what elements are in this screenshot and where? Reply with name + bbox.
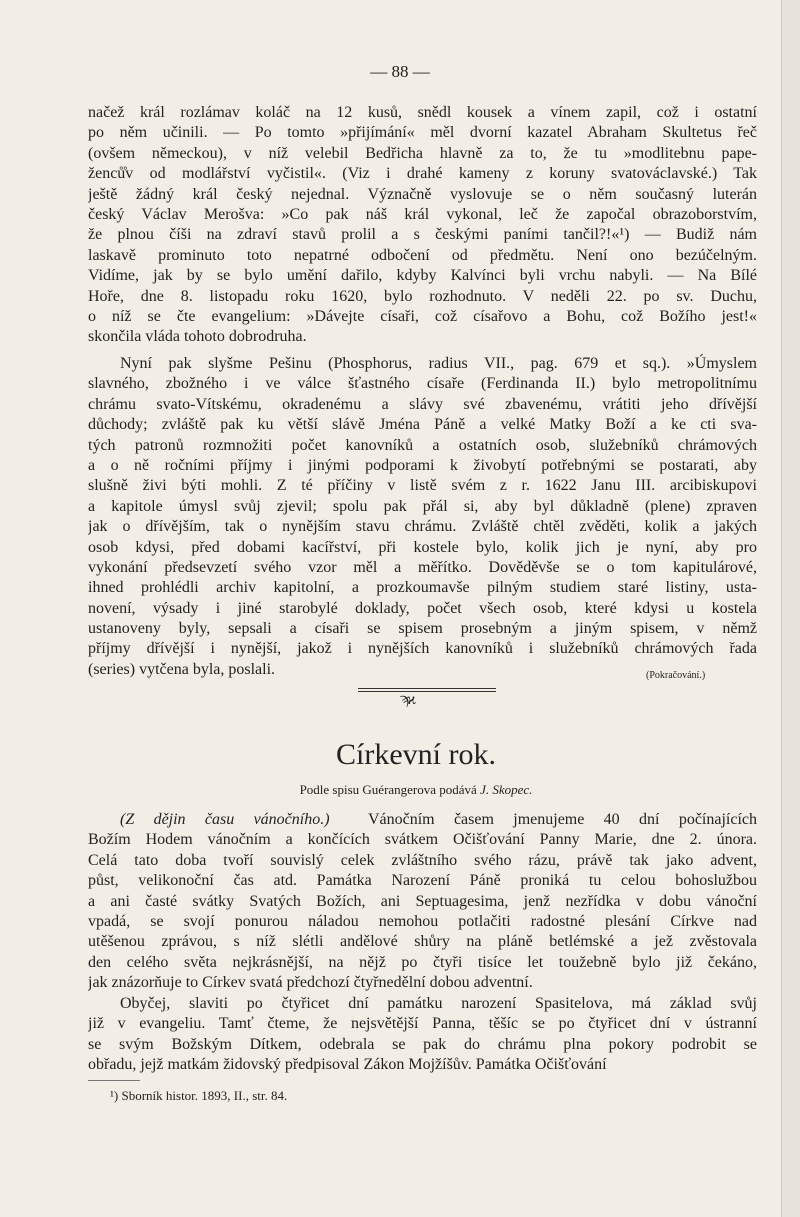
- article-paragraph-1: [88, 810, 757, 994]
- byline-author: J. Skopec.: [480, 782, 533, 797]
- text-line: a o ně ročními příjmy i jinými podporami k živobytí potřebnými se postarati, aby: [88, 456, 757, 474]
- text-line: slavného, zbožného i ve válce šťastného císaře (Ferdinanda II.) bylo metropolitnímu: [88, 375, 757, 393]
- text-line: se svým Božským Dítkem, odebrala se pak do chrámu plna pokory podrobit se: [88, 1035, 757, 1053]
- text-line: tých patronů rozmnožiti počet kanovníků a ostatních osob, služebníků chrámových: [88, 436, 757, 454]
- text-line: načež král rozlámav koláč na 12 kusů, snědl kousek a vínem zapil, což i ostatní: [88, 104, 757, 121]
- ornament: ϡϰ: [400, 691, 414, 708]
- text-line: Nyní pak slyšme Pešinu (Phosphorus, radius VII., pag. 679 et sq.). »Úmyslem: [120, 355, 757, 372]
- text-line: po něm učinili. — Po tomto »přijímání« měl dvorní kazatel Abraham Skultetus řeč: [88, 124, 757, 142]
- footnote-rule: [88, 1080, 140, 1081]
- text-line: [88, 810, 757, 830]
- text-line: důchody; zvláště pak ku větší slávě Jména Páně a velké Matky Boží a ke cti sva-: [88, 416, 757, 434]
- text-line: ještě žádný král český nejednal. Význačně vyslovuje se o něm současný luterán: [88, 185, 757, 203]
- article-title: Církevní rok.: [336, 738, 496, 771]
- text-line: a kapitole úmysl svůj zjevil; spolu pak přál si, aby byl důkladně (plene) zpraven: [88, 497, 757, 515]
- page-number: — 88 —: [370, 62, 430, 81]
- text-line: osob kdysi, před dobami kacířství, při kostele bylo, kolik jich je nyní, aby pro: [88, 538, 757, 556]
- text-line: den celého světa nejkrásnější, na nějž po čtyři tisíce let toužebně bylo již čekáno,: [88, 953, 757, 971]
- text-line: Hoře, dne 8. listopadu roku 1620, bylo rozhodnuto. V neděli 22. po sv. Duchu,: [88, 287, 757, 305]
- text-line: jak znázorňuje to Církev svatá předchozí čtyřnedělní dobou adventní.: [88, 974, 533, 992]
- text-line: že plnou číši na zdraví stavů prolil a s českými paními tančil?!«¹) — Budiž nám: [88, 226, 757, 244]
- article-paragraph-2: [88, 994, 757, 1076]
- text-line: (ovšem německou), v níž velebil Bedřicha hlavně za to, že tu »modlitebnu pape-: [88, 144, 757, 162]
- text-line: a ani časté svátky Svatých Božích, ani Septuagesima, jenž nezřídka v dobu vánoční: [88, 892, 757, 910]
- text-line: jak o dřívějším, tak o nynějším stavu chrámu. Zvláště chtěl zvěděti, kolik a jakých: [88, 518, 757, 536]
- text-line: (series) vytčena byla, poslali.: [88, 660, 276, 678]
- line-text: Vánočním časem jmenujeme 40 dní počínajících: [367, 811, 757, 828]
- continued-note: (Pokračování.): [646, 670, 706, 681]
- text-line: ihned prohlédli archiv kapitolní, a prozkoumavše pilným studiem staré listiny, usta-: [88, 579, 757, 597]
- article-byline: [0, 782, 800, 798]
- text-line: laskavě prominuto toto nepatrné odbočení od předmětu. Není ono bezúčelným.: [88, 246, 757, 264]
- footnote: ¹) Sborník histor. 1893, II., str. 84.: [110, 1088, 288, 1103]
- text-line: Celá tato doba tvoří souvislý celek zvláštního svého rázu, právě tak jako advent,: [88, 851, 757, 869]
- text-line: ženců̊v od modlářství vyčistil«. (Viz i drahé kameny z koruny svatováclavské.) Tak: [88, 165, 757, 183]
- text-line: novení, výsady i jiné starobylé doklady, počet všech osob, které kdysi u kostela: [88, 599, 757, 617]
- divider-rule: [358, 688, 496, 692]
- text-line: příjmy dřívější i nynější, jakož i nynějších kanovníků i služebníků chrámových řada: [88, 640, 757, 658]
- text-line: skončila vláda tohoto dobrodruha.: [88, 328, 307, 346]
- page-edge: [781, 0, 800, 1217]
- paragraph-2: [88, 354, 757, 680]
- text-line: o níž se čte evangelium: »Dávejte císaři, což císařovo a Bohu, což Božího jest!«: [88, 307, 757, 325]
- text-line: český Václav Merošva: »Co pak náš král vykonal, leč že započal obrazoborstvím,: [88, 205, 757, 223]
- byline-prefix: Podle spisu Guérangerova podává: [299, 782, 477, 797]
- text-line: půst, velikonoční čas atd. Památka Narození Páně proniká tu celou bohoslužbou: [88, 872, 757, 890]
- text-line: obřadu, jejž matkám židovský předpisoval Zákon Mojžíšův. Památka Očišťování: [88, 1056, 607, 1074]
- text-line: Vidíme, jak by se bylo umění dařilo, kdyby Kalvínci byli vrchu nabyli. — Na Bílé: [88, 267, 757, 285]
- text-line: Obyčej, slaviti po čtyřicet dní památku narození Spasitelova, má základ svůj: [120, 995, 757, 1012]
- text-line: vpadá, se svojí ponurou náladou nemohou potlačiti radostné plesání Církve nad: [88, 912, 757, 930]
- paragraph-1: [88, 103, 757, 348]
- text-line: slušně živi býti mohli. Z té příčiny v listě svém z r. 1622 Janu III. arcibiskupovi: [88, 477, 757, 495]
- text-line: Božím Hodem vánočním a končících svátkem Očišťování Panny Marie, dne 2. února.: [88, 831, 757, 849]
- text-line: ustanoveny byly, sepsali a císaři se spisem prosebným a jiným spisem, v němž: [88, 620, 757, 638]
- text-line: vykonání předsevzetí svého vzor měl a měřítko. Dověděvše se o tom kapitulárové,: [88, 558, 757, 576]
- text-line: chrámu svato-Vítskému, okradenému a slávy své zbavenému, vrátiti jeho dřívější: [88, 395, 757, 413]
- text-line: utěšenou zprávou, s níž slétli andělové shůry na pláně betlémské a jež zvěstovala: [88, 933, 757, 951]
- lead-italic: (Z dějin času vánočního.): [120, 811, 330, 828]
- text-line: již v evangeliu. Tamť čteme, že nejsvětější Panna, těšíc se po čtyřicet dní v ústranní: [88, 1015, 757, 1033]
